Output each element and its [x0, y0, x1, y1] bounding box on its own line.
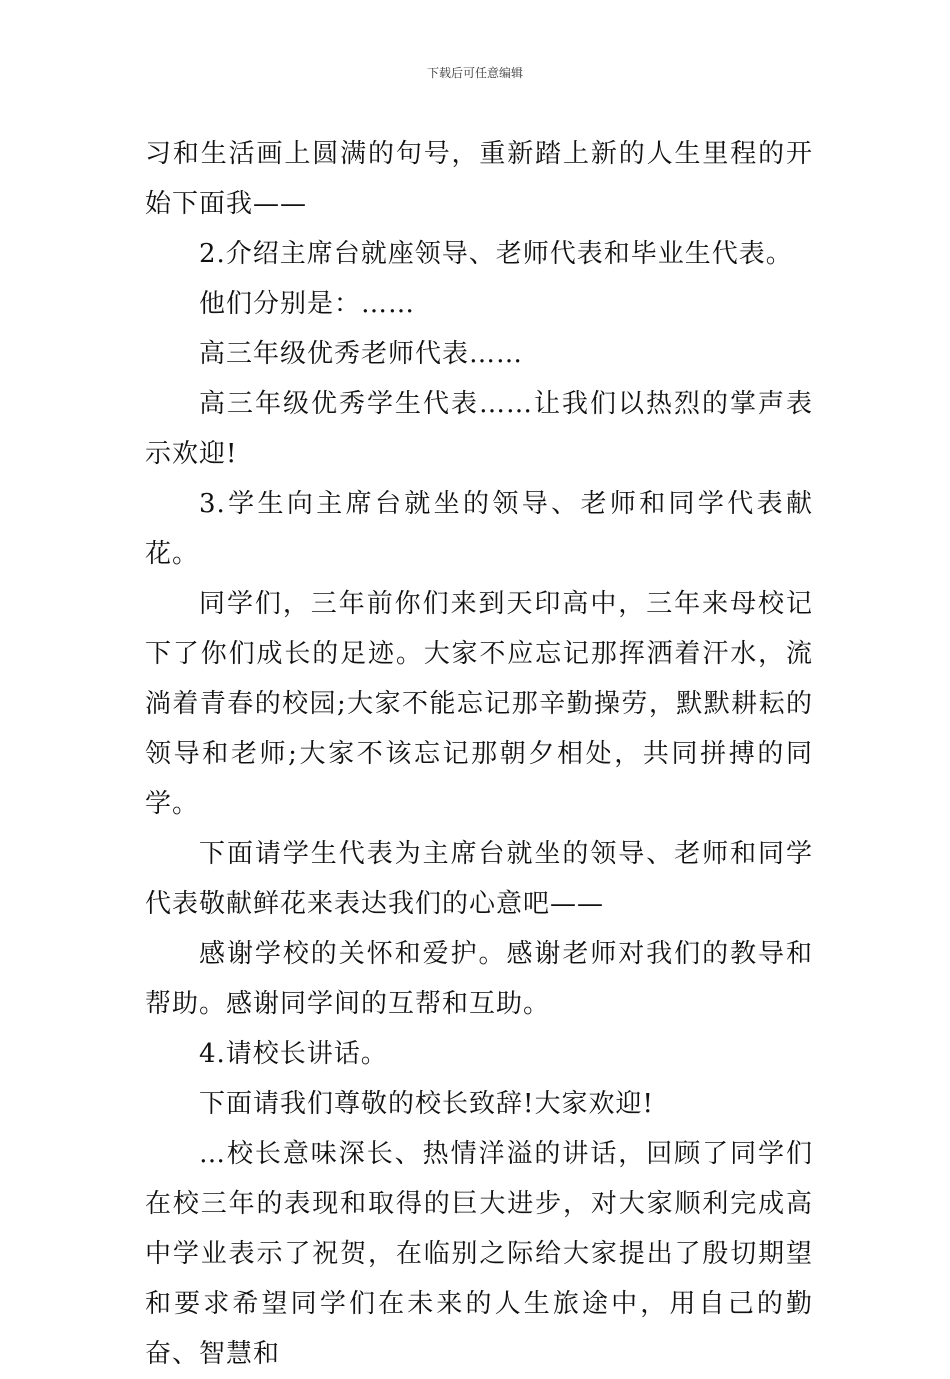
paragraph: 感谢学校的关怀和爱护。感谢老师对我们的教导和帮助。感谢同学间的互帮和互助。 [145, 939, 813, 1019]
paragraph: 4.请校长讲话。 [199, 1039, 388, 1069]
paragraph: 下面请我们尊敬的校长致辞!大家欢迎! [199, 1089, 654, 1119]
paragraph: …校长意味深长、热情洋溢的讲话，回顾了同学们在校三年的表现和取得的巨大进步，对大家顺利完成高中学业表示了祝贺，在临别之际给大家提出了殷切期望和要求希望同学们在未来的人生旅途中，用自己的勤奋、智慧和 [145, 1139, 813, 1369]
page-header: 下载后可任意编辑 [426, 66, 523, 80]
paragraph: 下面请学生代表为主席台就坐的领导、老师和同学代表敬献鲜花来表达我们的心意吧—— [145, 839, 813, 919]
paragraph: 高三年级优秀学生代表……让我们以热烈的掌声表示欢迎! [145, 389, 813, 469]
paragraph: 2.介绍主席台就座领导、老师代表和毕业生代表。 [199, 239, 793, 269]
paragraph: 习和生活画上圆满的句号，重新踏上新的人生里程的开始下面我—— [145, 139, 813, 219]
paragraph: 同学们，三年前你们来到天印高中，三年来母校记下了你们成长的足迹。大家不应忘记那挥洒着汗水，流淌着青春的校园;大家不能忘记那辛勤操劳，默默耕耘的领导和老师;大家不该忘记那朝夕相处，共同拼搏的同学。 [145, 589, 813, 819]
paragraph: 3.学生向主席台就坐的领导、老师和同学代表献花。 [145, 489, 813, 569]
paragraph: 他们分别是：…… [199, 289, 416, 319]
document-body [145, 129, 813, 1379]
paragraph: 高三年级优秀老师代表…… [199, 339, 524, 369]
